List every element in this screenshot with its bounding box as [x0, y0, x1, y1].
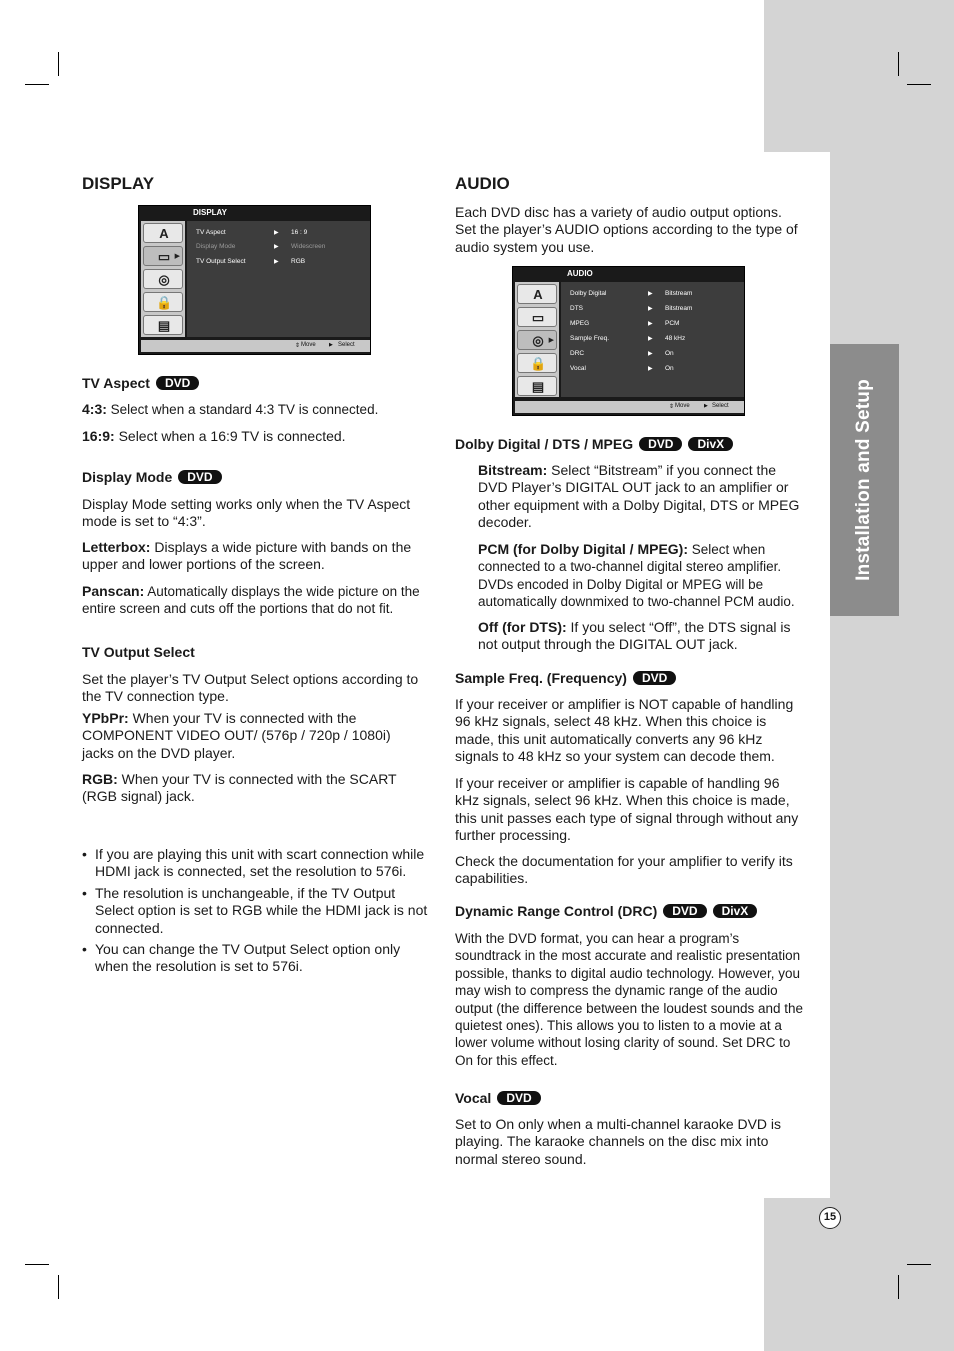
- audio-intro: Each DVD disc has a variety of audio output options. Set the player’s AUDIO options according to the type of audio system you use.: [455, 204, 798, 255]
- crop-mark: [907, 1264, 931, 1265]
- off-dts-desc: Off (for DTS): If you select “Off”, the DTS signal is not output through the DIGITAL OUT jack.: [478, 619, 791, 653]
- dolby-dts-mpeg-heading: Dolby Digital / DTS / MPEG DVD DivX: [455, 435, 733, 453]
- vocal-desc: Set to On only when a multi-channel karaoke DVD is playing. The karaoke channels on the disc mix into normal stereo sound.: [455, 1116, 782, 1167]
- osd-display-icon: ▭: [517, 307, 557, 327]
- osd-row: Dolby Digital ▶ Bitstream: [570, 290, 693, 297]
- display-heading: DISPLAY: [82, 174, 155, 193]
- vocal-heading: Vocal DVD: [455, 1089, 541, 1107]
- osd-row: Sample Freq. ▶ 48 kHz: [570, 335, 686, 342]
- bitstream-desc: Bitstream: Select “Bitstream” if you connect the DVD Player’s DIGITAL OUT jack to an amplifier or other equipment with a Dolby Digital, DTS or MPEG decoder.: [478, 462, 800, 531]
- list-item: • The resolution is unchangeable, if the TV Output Select option is set to RGB while the HDMI jack is not connected.: [82, 885, 434, 937]
- crop-mark: [25, 1264, 49, 1265]
- dvd-badge: DVD: [156, 376, 199, 390]
- osd-title: AUDIO: [567, 269, 593, 278]
- osd-footer: ⇕ Move ▶ Select: [515, 401, 744, 413]
- osd-row: DTS ▶ Bitstream: [570, 305, 693, 312]
- osd-display-icon: ▭ ▶: [143, 246, 183, 266]
- audio-osd-screen: [512, 266, 745, 416]
- list-item: • If you are playing this unit with scart connection while HDMI jack is connected, set the resolution to 576i.: [82, 846, 434, 881]
- osd-settings-panel: [561, 282, 744, 397]
- divx-badge: DivX: [713, 904, 758, 918]
- sample-freq-p3: Check the documentation for your amplifier to verify its capabilities.: [455, 853, 793, 887]
- pcm-desc: PCM (for Dolby Digital / MPEG): Select when connected to a two-channel digital stereo amplifier. DVDs encoded in Dolby Digital or MPEG will be automatically downmixed to two-channel PCM audio.: [478, 541, 795, 610]
- tv-output-intro: Set the player’s TV Output Select options according to the TV connection type.: [82, 671, 419, 705]
- crop-mark: [898, 1275, 899, 1299]
- sample-freq-p2: If your receiver or amplifier is capable of handling 96 kHz signals, select 96 kHz. When this choice is made, this unit passes each type of signal through without any further processing.: [455, 775, 799, 844]
- osd-row: Vocal ▶ On: [570, 365, 674, 372]
- drc-heading: Dynamic Range Control (DRC) DVD DivX: [455, 902, 757, 920]
- drc-desc: With the DVD format, you can hear a program’s soundtrack in the most accurate and realistic presentation possible, thanks to digital audio technology. However, you may wish to compress the dynamic range of the audio output (the difference between the loudest sounds and the quietest ones). This allows you to listen to a movie at a lower volume without losing clarity of sound. Set DRC to On for this effect.: [455, 931, 804, 1068]
- sample-freq-heading: Sample Freq. (Frequency) DVD: [455, 669, 676, 687]
- ypbpr-desc: YPbPr: When your TV is connected with the COMPONENT VIDEO OUT/ (576p / 720p / 1080i) jacks on the DVD player.: [82, 710, 391, 761]
- list-item: • You can change the TV Output Select option only when the resolution is set to 576i.: [82, 941, 434, 976]
- osd-audio-icon: ◎ ▶: [517, 330, 557, 350]
- display-notes-list: [82, 846, 434, 980]
- osd-lock-icon: 🔒: [143, 292, 183, 312]
- crop-mark: [58, 1275, 59, 1299]
- dvd-badge: DVD: [178, 470, 221, 484]
- osd-icon-column: [515, 282, 559, 397]
- display-osd-screen: [138, 205, 371, 355]
- osd-row: DRC ▶ On: [570, 350, 674, 357]
- osd-others-icon: ▤: [143, 315, 183, 335]
- display-mode-intro: Display Mode setting works only when the TV Aspect mode is set to “4:3”.: [82, 496, 411, 530]
- margin-band-top: [764, 0, 954, 152]
- dvd-badge: DVD: [663, 904, 706, 918]
- tv-aspect-169: 16:9: Select when a 16:9 TV is connected.: [82, 428, 346, 444]
- move-icon: ⇕: [295, 343, 301, 349]
- sample-freq-p1: If your receiver or amplifier is NOT capable of handling 96 kHz signals, select 48 kHz. When this choice is made, this unit automatically converts any 96 kHz signals to 48 kHz so your system can decode them.: [455, 696, 794, 765]
- osd-language-icon: A: [143, 223, 183, 243]
- osd-footer: ⇕ Move ▶ Select: [141, 340, 370, 352]
- audio-heading: AUDIO: [455, 174, 510, 193]
- osd-others-icon: ▤: [517, 376, 557, 396]
- osd-row: TV Output Select ▶ RGB: [196, 258, 306, 265]
- osd-row: MPEG ▶ PCM: [570, 320, 680, 327]
- dvd-badge: DVD: [633, 671, 676, 685]
- crop-mark: [898, 52, 899, 76]
- page-number: 15: [819, 1207, 841, 1229]
- tv-aspect-heading: TV Aspect DVD: [82, 374, 199, 392]
- display-mode-heading: Display Mode DVD: [82, 468, 222, 486]
- section-tab-label: Installation and Setup: [853, 379, 874, 581]
- dvd-badge: DVD: [639, 437, 682, 451]
- panscan-desc: Panscan: Automatically displays the wide picture on the entire screen and cuts off the portions that do not fit.: [82, 583, 420, 617]
- osd-icon-column: [141, 221, 185, 337]
- dvd-badge: DVD: [497, 1091, 540, 1105]
- osd-row: TV Aspect ▶ 16 : 9: [196, 229, 308, 236]
- osd-title: DISPLAY: [193, 208, 227, 217]
- rgb-desc: RGB: When your TV is connected with the SCART (RGB signal) jack.: [82, 771, 397, 805]
- select-icon: ▶: [329, 342, 333, 348]
- osd-audio-icon: ◎: [143, 269, 183, 289]
- margin-band: [830, 152, 954, 1198]
- margin-band-bottom: [764, 1198, 954, 1351]
- crop-mark: [25, 84, 49, 85]
- divx-badge: DivX: [688, 437, 733, 451]
- osd-language-icon: A: [517, 284, 557, 304]
- tv-output-heading: TV Output Select: [82, 644, 195, 660]
- crop-mark: [907, 84, 931, 85]
- osd-row: Display Mode ▶ Widescreen: [196, 243, 326, 250]
- select-icon: ▶: [704, 403, 708, 409]
- move-icon: ⇕: [669, 404, 675, 410]
- osd-settings-panel: [187, 221, 370, 337]
- osd-lock-icon: 🔒: [517, 353, 557, 373]
- tv-aspect-43: 4:3: Select when a standard 4:3 TV is connected.: [82, 401, 379, 417]
- crop-mark: [58, 52, 59, 76]
- letterbox-desc: Letterbox: Displays a wide picture with bands on the upper and lower portions of the screen.: [82, 539, 412, 573]
